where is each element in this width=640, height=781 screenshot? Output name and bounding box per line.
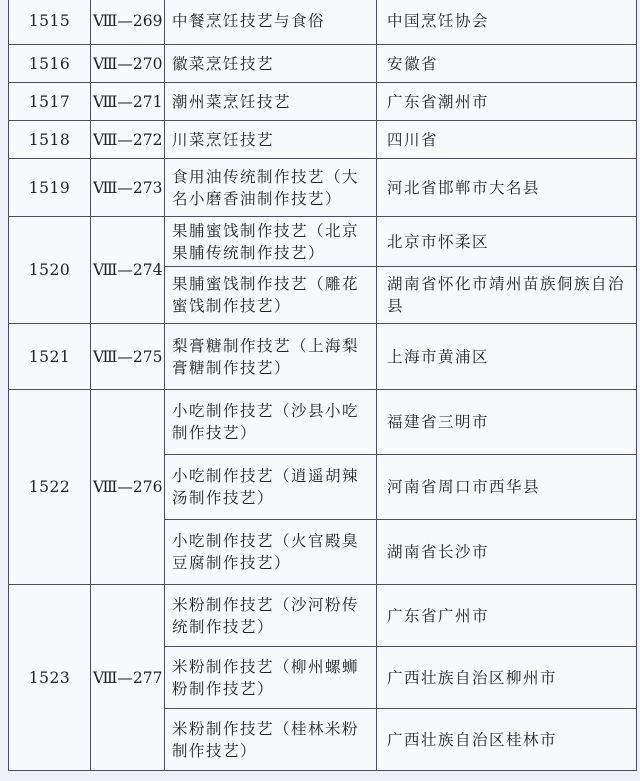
applicant-region-cell: 中国烹饪协会 [377, 0, 637, 45]
project-name-cell: 梨膏糖制作技艺（上海梨膏糖制作技艺） [165, 324, 377, 390]
applicant-region-cell: 广西壮族自治区柳州市 [377, 647, 637, 709]
project-name-cell: 小吃制作技艺（逍遥胡辣汤制作技艺） [165, 455, 377, 520]
serial-number-cell: 1523 [9, 585, 91, 771]
applicant-region-cell: 安徽省 [377, 45, 637, 83]
table-row [9, 45, 637, 83]
project-name-cell: 川菜烹饪技艺 [165, 121, 377, 159]
table-row [9, 159, 637, 217]
project-code-cell: Ⅷ—269 [91, 0, 165, 45]
project-name-cell: 米粉制作技艺（沙河粉传统制作技艺） [165, 585, 377, 647]
project-code-cell: Ⅷ—276 [91, 390, 165, 585]
applicant-region-cell: 广东省广州市 [377, 585, 637, 647]
serial-number-cell: 1515 [9, 0, 91, 45]
table-row [9, 585, 637, 647]
applicant-region-cell: 上海市黄浦区 [377, 324, 637, 390]
project-code-cell: Ⅷ—271 [91, 83, 165, 121]
applicant-region-cell: 北京市怀柔区 [377, 217, 637, 267]
serial-number-cell: 1516 [9, 45, 91, 83]
project-code-cell: Ⅷ—277 [91, 585, 165, 771]
project-code-cell: Ⅷ—274 [91, 217, 165, 324]
project-name-cell: 小吃制作技艺（沙县小吃制作技艺） [165, 390, 377, 455]
project-name-cell: 潮州菜烹饪技艺 [165, 83, 377, 121]
applicant-region-cell: 湖南省怀化市靖州苗族侗族自治县 [377, 267, 637, 324]
table-row [9, 390, 637, 455]
heritage-list-table [8, 0, 637, 771]
project-name-cell: 米粉制作技艺（桂林米粉制作技艺） [165, 709, 377, 771]
project-name-cell: 徽菜烹饪技艺 [165, 45, 377, 83]
table-row [9, 83, 637, 121]
project-code-cell: Ⅷ—275 [91, 324, 165, 390]
serial-number-cell: 1517 [9, 83, 91, 121]
serial-number-cell: 1520 [9, 217, 91, 324]
project-name-cell: 小吃制作技艺（火官殿臭豆腐制作技艺） [165, 520, 377, 585]
serial-number-cell: 1521 [9, 324, 91, 390]
applicant-region-cell: 湖南省长沙市 [377, 520, 637, 585]
applicant-region-cell: 广西壮族自治区桂林市 [377, 709, 637, 771]
serial-number-cell: 1522 [9, 390, 91, 585]
project-name-cell: 果脯蜜饯制作技艺（雕花蜜饯制作技艺） [165, 267, 377, 324]
project-name-cell: 食用油传统制作技艺（大名小磨香油制作技艺） [165, 159, 377, 217]
project-name-cell: 果脯蜜饯制作技艺（北京果脯传统制作技艺） [165, 217, 377, 267]
table-row [9, 121, 637, 159]
project-name-cell: 中餐烹饪技艺与食俗 [165, 0, 377, 45]
table-row [9, 0, 637, 45]
applicant-region-cell: 河北省邯郸市大名县 [377, 159, 637, 217]
project-code-cell: Ⅷ—270 [91, 45, 165, 83]
project-name-cell: 米粉制作技艺（柳州螺蛳粉制作技艺） [165, 647, 377, 709]
serial-number-cell: 1518 [9, 121, 91, 159]
project-code-cell: Ⅷ—273 [91, 159, 165, 217]
table-row [9, 324, 637, 390]
project-code-cell: Ⅷ—272 [91, 121, 165, 159]
applicant-region-cell: 河南省周口市西华县 [377, 455, 637, 520]
applicant-region-cell: 福建省三明市 [377, 390, 637, 455]
applicant-region-cell: 广东省潮州市 [377, 83, 637, 121]
table-row [9, 217, 637, 267]
applicant-region-cell: 四川省 [377, 121, 637, 159]
serial-number-cell: 1519 [9, 159, 91, 217]
